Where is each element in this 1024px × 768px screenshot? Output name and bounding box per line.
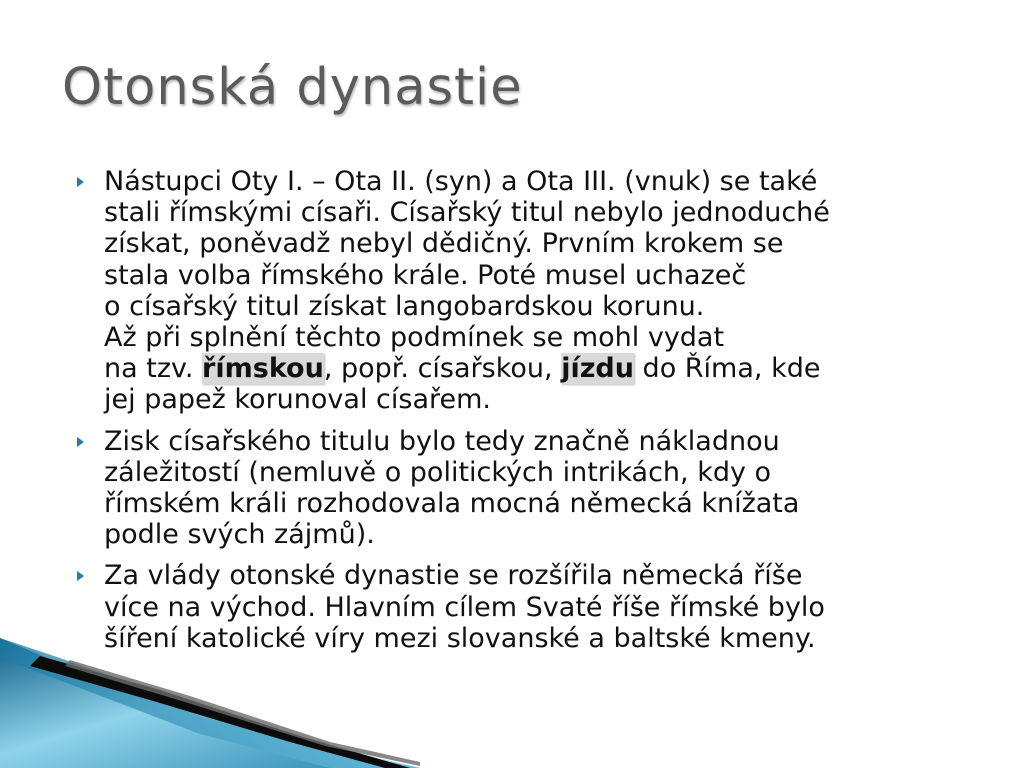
bullet-line: získat, poněvadž nebyl dědičný. Prvním krokem se — [104, 228, 784, 260]
text-run: , popř. císařskou, — [323, 353, 562, 385]
triangle-bullet-icon — [77, 571, 84, 581]
bullet-line: Za vlády otonské dynastie se rozšířila německá říše — [104, 560, 803, 592]
triangle-bullet-icon — [77, 177, 84, 187]
bullet-line: Nástupci Oty I. – Ota II. (syn) a Ota III. (vnuk) se také — [104, 166, 818, 197]
bullet-line: více na východ. Hlavním cílem Svaté říše římské bylo — [104, 591, 825, 623]
bullet-line: záležitostí (nemluvě o politických intrikách, kdy o — [104, 456, 772, 488]
text-run: na tzv. — [104, 353, 203, 385]
bullet-line — [104, 353, 984, 384]
triangle-bullet-icon — [77, 437, 84, 447]
bullet-line: stali římskými císaři. Císařský titul nebylo jednoduché — [104, 197, 830, 229]
bullet-list — [104, 166, 984, 664]
bullet-line: Zisk císařského titulu bylo tedy značně nákladnou — [104, 425, 780, 457]
text-run: do Říma, kde — [633, 353, 821, 385]
bullet-line: římském králi rozhodovala mocná německá knížata — [104, 488, 800, 520]
slide-title: Otonská dynastie — [62, 58, 523, 117]
bullet-line: jej papež korunoval císařem. — [104, 384, 491, 416]
bullet-item — [104, 166, 984, 416]
bullet-item — [104, 426, 984, 551]
highlighted-term: jízdu — [561, 353, 634, 385]
bullet-line: stala volba římského krále. Poté musel uchazeč — [104, 259, 747, 291]
corner-decoration — [0, 638, 420, 768]
bullet-line: šíření katolické víry mezi slovanské a baltské kmeny. — [104, 622, 816, 654]
bullet-line: o císařský titul získat langobardskou korunu. — [104, 290, 705, 322]
bullet-line: podle svých zájmů). — [104, 519, 375, 551]
bullet-line: Až při splnění těchto podmínek se mohl vydat — [104, 322, 725, 354]
highlighted-term: římskou — [202, 353, 324, 385]
